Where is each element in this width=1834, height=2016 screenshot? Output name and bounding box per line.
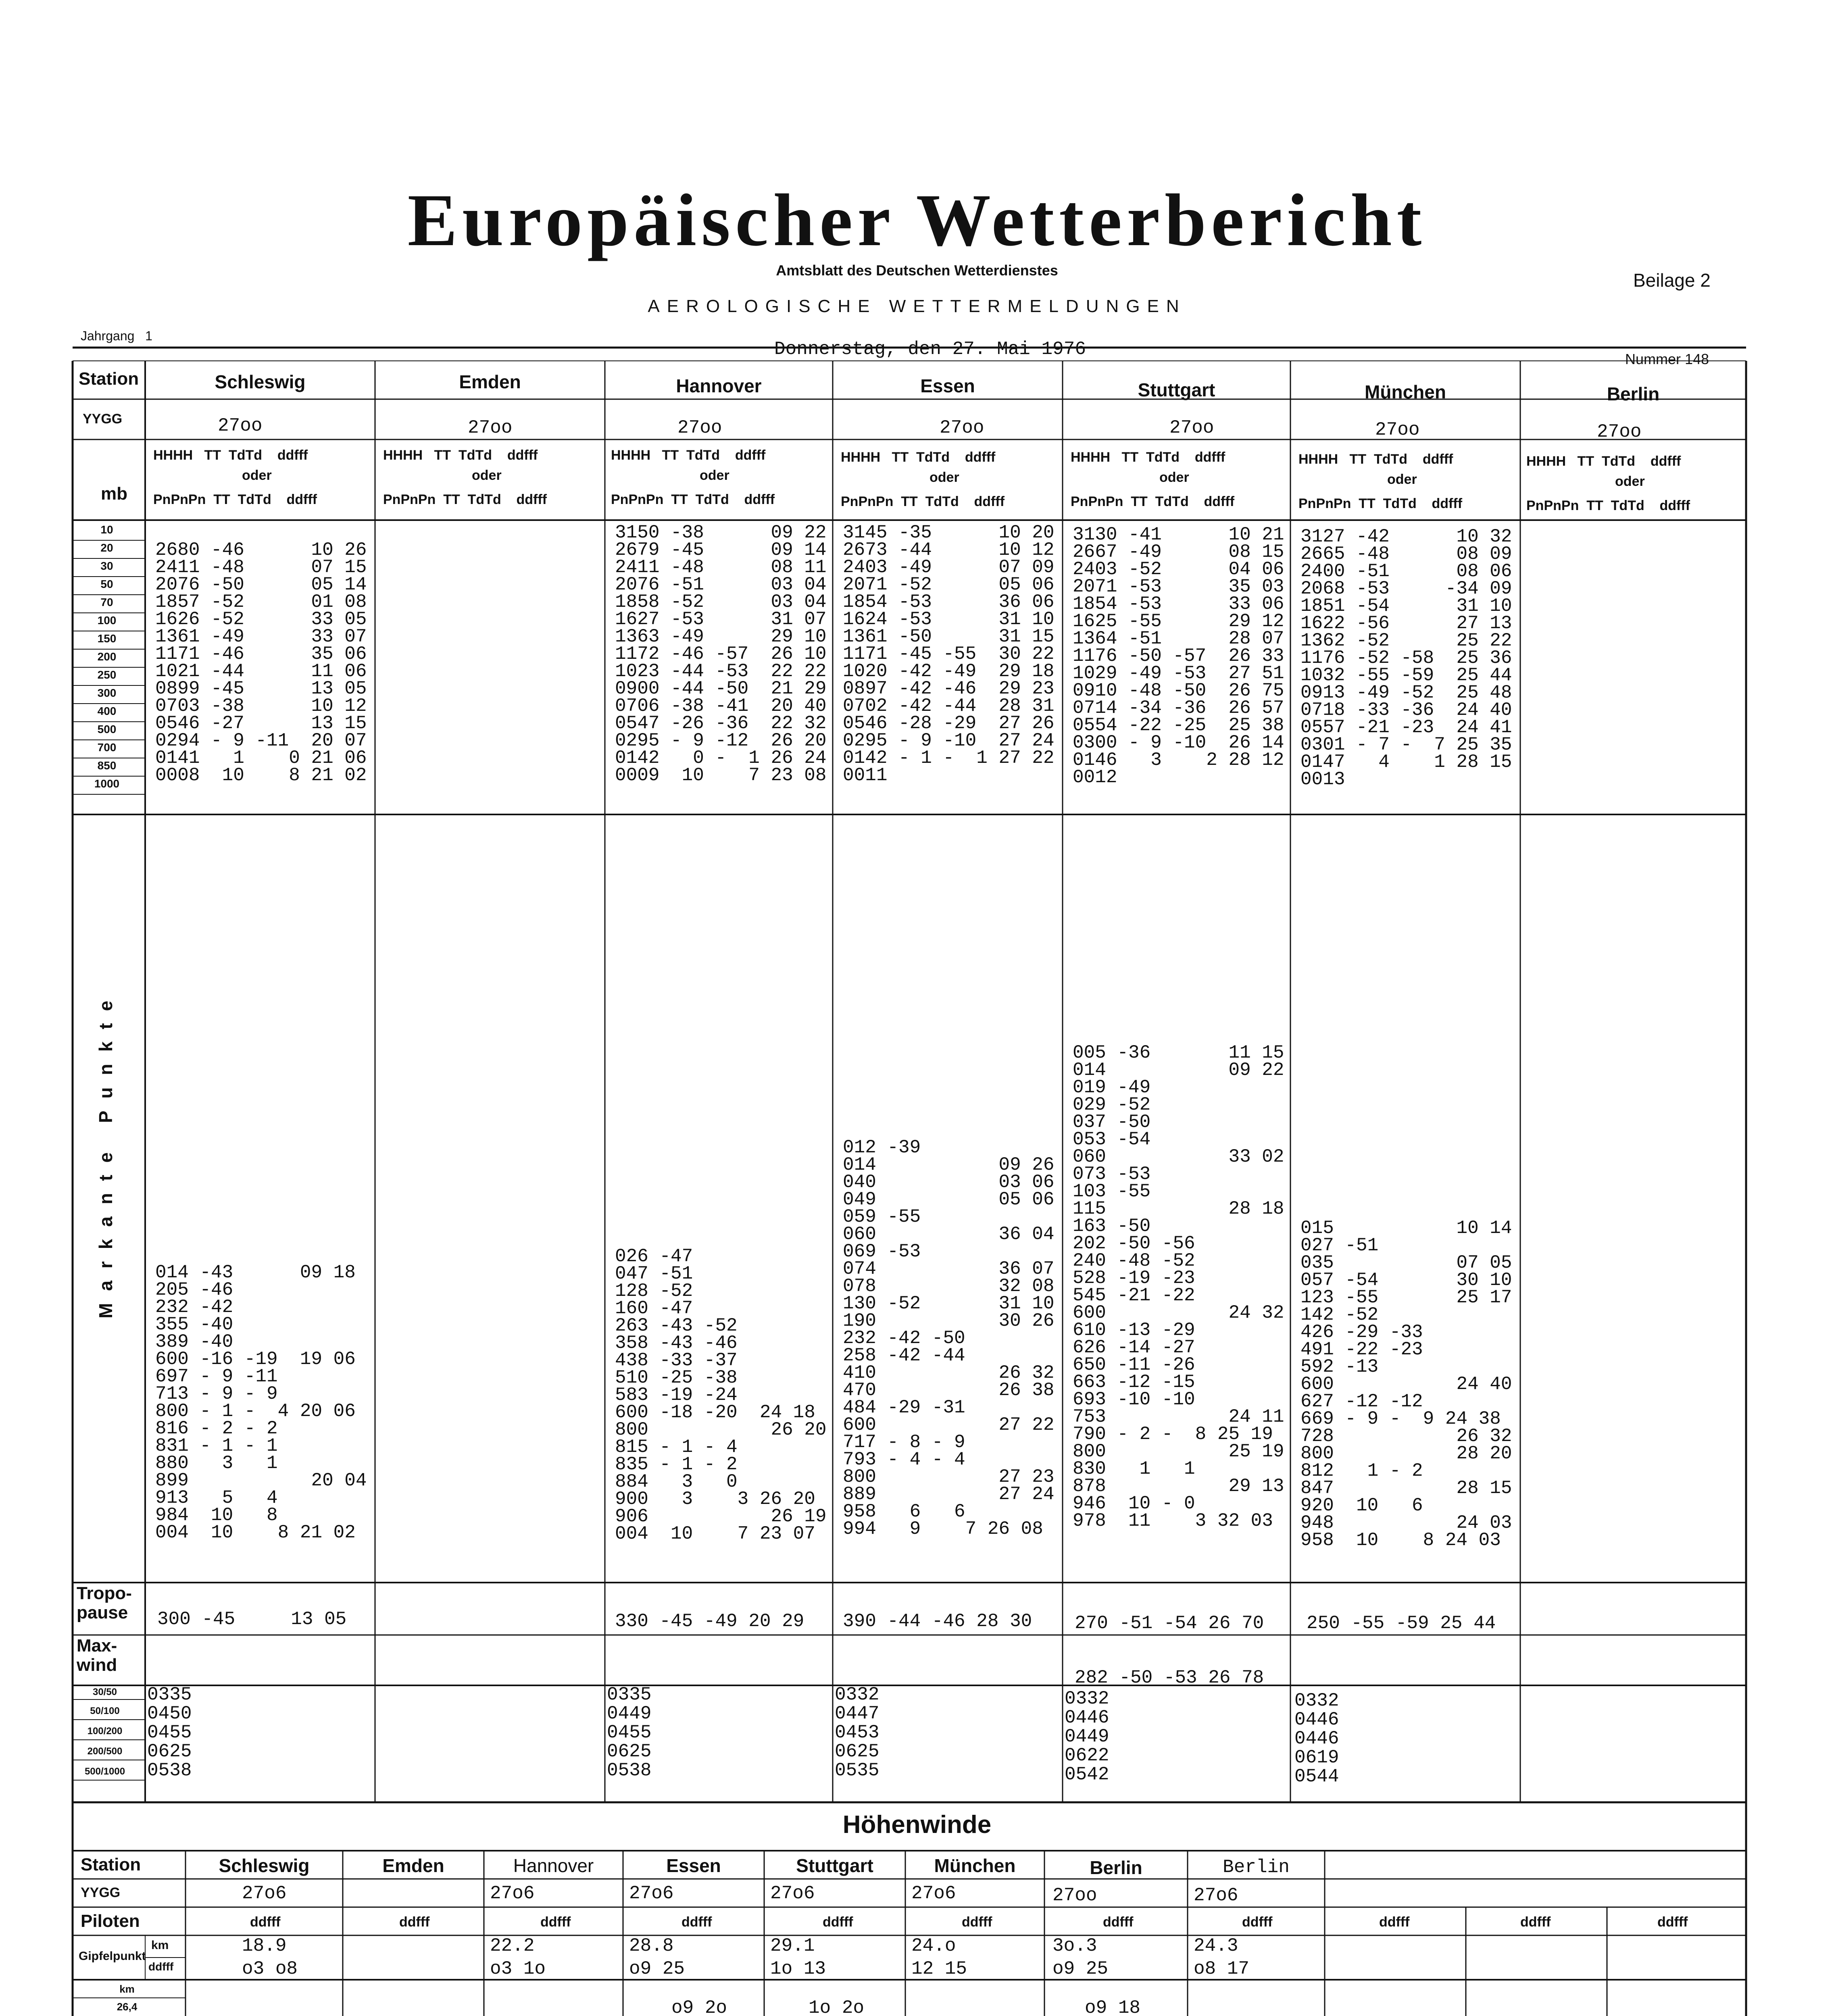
winds-hannover <box>514 1998 570 2016</box>
thickness-muenchen: 0332 0446 0446 0619 0544 <box>1294 1690 1339 1787</box>
yygg-value: 27oo <box>677 417 722 438</box>
piloten-ddfff: ddfff <box>1103 1914 1134 1930</box>
yygg-value: 27oo <box>218 415 263 436</box>
col-oder: oder <box>930 470 959 485</box>
beilage-label: Beilage 2 <box>1633 270 1711 291</box>
col-header: PnPnPn TT TdTd ddfff <box>841 494 1005 509</box>
level-label: 20 <box>100 541 113 554</box>
mb-label: mb <box>101 484 127 504</box>
col-oder: oder <box>700 468 729 483</box>
std-levels-stuttgart: 3130 -41 10 21 2667 -49 08 15 2403 -52 04 06 2071 -53 35 03 1854 -53 33 06 1625 -55 29 12 1364 -51 28 07 1176 -50 -57 26 33 1029 -49 -53 27 51 0910 -48 -50 26 75 0714 -34 -36 26 57 0554 -22 -25 25 38 0300 - 9 -10 26 14 0146 3 2 28 12 0012 <box>1073 524 1284 788</box>
level-label: 10 <box>100 523 113 536</box>
piloten-ddfff: ddfff <box>681 1914 712 1930</box>
col-header: HHHH TT TdTd ddfff <box>153 448 308 463</box>
winds-stuttgart: 1o 2o <box>809 1997 865 2016</box>
col-oder: oder <box>242 468 272 483</box>
lower-station-label: Station <box>81 1855 141 1874</box>
lower-yygg: 27o6 <box>490 1883 535 1904</box>
piloten-ddfff: ddfff <box>250 1914 281 1930</box>
km-level: 26,4 <box>117 2001 138 2013</box>
col-header: HHHH TT TdTd ddfff <box>383 448 538 463</box>
gipfel-km-label: km <box>151 1939 169 1952</box>
gipfel-ddfff-label: ddfff <box>148 1960 174 1973</box>
thickness-label: 100/200 <box>87 1726 123 1737</box>
page-subtitle: Amtsblatt des Deutschen Wetterdienstes <box>776 262 1058 279</box>
level-label: 700 <box>97 741 117 754</box>
piloten-ddfff: ddfff <box>962 1914 992 1930</box>
yygg-value: 27oo <box>1169 417 1214 438</box>
level-label: 850 <box>97 759 117 772</box>
yygg-value: 27oo <box>1375 419 1420 440</box>
piloten-ddfff: ddfff <box>1520 1914 1551 1930</box>
station-stuttgart: Stuttgart <box>1138 379 1215 400</box>
lower-station-hannover: Hannover <box>513 1855 594 1876</box>
col-oder: oder <box>1615 474 1645 489</box>
col-header: PnPnPn TT TdTd ddfff <box>153 492 317 507</box>
col-header: HHHH TT TdTd ddfff <box>841 450 996 465</box>
lower-yygg: 27oo <box>1052 1885 1097 1906</box>
km-header: km <box>119 1983 135 1995</box>
station-emden: Emden <box>459 371 521 392</box>
gipfel-ddfff: 12 15 <box>911 1958 967 1979</box>
lower-station-emden: Emden <box>382 1855 444 1876</box>
thickness-label: 200/500 <box>87 1746 123 1757</box>
markante-schleswig: 014 -43 09 18 205 -46 232 -42 355 -40 389 -40 600 -16 -19 19 06 697 - 9 -11 713 - 9 - 9 800 - 1 - 4 20 06 816 - 2 - 2 831 - 1 - 1 880 3 1 899 20 04 913 5 4 984 10 8 004 10 8 21 02 <box>155 1262 367 1543</box>
piloten-label: Piloten <box>81 1911 140 1931</box>
gipfel-ddfff: o9 25 <box>629 1958 685 1979</box>
station-muenchen: München <box>1365 381 1446 402</box>
gipfel-ddfff: o8 17 <box>1194 1958 1250 1979</box>
station-essen: Essen <box>920 375 975 396</box>
col-header: HHHH TT TdTd ddfff <box>1298 452 1453 467</box>
gipfel-ddfff: 1o 13 <box>770 1958 826 1979</box>
gipfel-km: 22.2 <box>490 1935 535 1956</box>
lower-station-berlin-2: Berlin <box>1223 1857 1290 1878</box>
winds-berlin-2 <box>1216 1998 1271 2016</box>
tropopause-schleswig: 300 -45 13 05 <box>157 1609 347 1630</box>
yygg-value: 27oo <box>940 417 984 438</box>
section-title: AEROLOGISCHE WETTERMELDUNGEN <box>648 296 1186 316</box>
gipfel-km: 29.1 <box>770 1935 815 1956</box>
date-label: Donnerstag, den 27. Mai 1976 <box>774 339 1086 360</box>
station-label: Station <box>79 369 139 389</box>
maxwind-stuttgart: 282 -50 -53 26 78 <box>1075 1667 1264 1688</box>
maxwind-label: Max- wind <box>77 1636 117 1675</box>
level-label: 250 <box>97 669 117 681</box>
level-label: 500 <box>97 723 117 735</box>
jahrgang-label: Jahrgang 1 <box>81 329 152 343</box>
yygg-value: 27oo <box>468 417 513 438</box>
gipfel-ddfff: o3 o8 <box>242 1958 298 1979</box>
thickness-schleswig: 0335 0450 0455 0625 0538 <box>147 1684 192 1781</box>
lower-yygg: 27o6 <box>242 1883 287 1904</box>
col-header: PnPnPn TT TdTd ddfff <box>1526 498 1690 513</box>
level-label: 30 <box>100 560 113 572</box>
gipfel-km: 18.9 <box>242 1935 287 1956</box>
markante-essen: 012 -39 014 09 26 040 03 06 049 05 06 059 -55 060 36 04 069 -53 074 36 07 078 32 08 130 -52 31 10 190 30 26 232 -42 -50 258 -42 -44 410 26 32 470 26 38 484 -29 -31 600 27 22 717 - 8 - 9 793 - 4 - 4 800 27 23 889 27 24 958 6 6 994 9 7 26 08 <box>843 1137 1055 1539</box>
gipfel-km: 28.8 <box>629 1935 674 1956</box>
tropopause-essen: 390 -44 -46 28 30 <box>843 1611 1032 1632</box>
gipfel-ddfff: o9 25 <box>1052 1958 1109 1979</box>
lower-yygg-label: YYGG <box>81 1885 121 1900</box>
lower-yygg: 27o6 <box>629 1883 674 1904</box>
markante-muenchen: 015 10 14 027 -51 035 07 05 057 -54 30 10 123 -55 25 17 142 -52 426 -29 -33 491 -22 -23 592 -13 600 24 40 627 -12 -12 669 - 9 - 9 24 38 728 26 32 800 28 20 812 1 - 2 847 28 15 920 10 6 948 24 03 958 10 8 24 03 <box>1300 1218 1512 1551</box>
col-header: PnPnPn TT TdTd ddfff <box>383 492 547 507</box>
winds-essen: o9 2o <box>671 1997 727 2016</box>
thickness-label: 30/50 <box>92 1687 117 1697</box>
level-label: 70 <box>100 596 113 608</box>
col-oder: oder <box>1387 472 1417 487</box>
winds-muenchen <box>942 1998 997 2016</box>
piloten-ddfff: ddfff <box>1657 1914 1688 1930</box>
level-label: 50 <box>100 578 113 590</box>
markante-punkte-label: Markante Punkte <box>95 988 116 1318</box>
gipfelpunkt-label: Gipfelpunkt <box>79 1949 146 1963</box>
std-levels-hannover: 3150 -38 09 22 2679 -45 09 14 2411 -48 08 11 2076 -51 03 04 1858 -52 03 04 1627 -53 31 07 1363 -49 29 10 1172 -46 -57 26 10 1023 -44 -53 22 22 0900 -44 -50 21 29 0706 -38 -41 20 40 0547 -26 -36 22 32 0295 - 9 -12 26 20 0142 0 - 1 26 24 0009 10 7 23 08 <box>615 522 827 786</box>
station-schleswig: Schleswig <box>215 371 306 392</box>
std-levels-schleswig: 2680 -46 10 26 2411 -48 07 15 2076 -50 05 14 1857 -52 01 08 1626 -52 33 05 1361 -49 33 07 1171 -46 35 06 1021 -44 11 06 0899 -45 13 05 0703 -38 10 12 0546 -27 13 15 0294 - 9 -11 20 07 0141 1 0 21 06 0008 10 8 21 02 <box>155 539 367 786</box>
lower-station-essen: Essen <box>666 1855 721 1876</box>
issue-number: Nummer 148 <box>1625 351 1709 367</box>
piloten-ddfff: ddfff <box>540 1914 571 1930</box>
std-levels-muenchen: 3127 -42 10 32 2665 -48 08 09 2400 -51 08 06 2068 -53 -34 09 1851 -54 31 10 1622 -56 27 13 1362 -52 25 22 1176 -52 -58 25 36 1032 -55 -59 25 44 0913 -49 -52 25 48 0718 -33 -36 24 40 0557 -21 -23 24 41 0301 - 7 - 7 25 35 0147 4 1 28 15 0013 <box>1300 526 1512 790</box>
col-header: HHHH TT TdTd ddfff <box>1071 450 1225 465</box>
lower-station-berlin: Berlin <box>1090 1857 1142 1878</box>
winds-schleswig <box>242 1998 298 2016</box>
winds-berlin: o9 18 <box>1085 1997 1141 2016</box>
tropopause-stuttgart: 270 -51 -54 26 70 <box>1075 1613 1264 1634</box>
tropopause-label: Tropo- pause <box>77 1583 132 1622</box>
level-label: 1000 <box>94 777 120 790</box>
station-berlin: Berlin <box>1607 383 1660 404</box>
col-header: HHHH TT TdTd ddfff <box>611 448 766 463</box>
gipfel-ddfff: o3 1o <box>490 1958 546 1979</box>
col-oder: oder <box>472 468 502 483</box>
level-label: 400 <box>97 705 117 717</box>
yygg-label: YYGG <box>83 411 123 427</box>
col-header: PnPnPn TT TdTd ddfff <box>1298 496 1463 511</box>
tropopause-muenchen: 250 -55 -59 25 44 <box>1307 1613 1496 1634</box>
col-oder: oder <box>1159 470 1189 485</box>
std-levels-essen: 3145 -35 10 20 2673 -44 10 12 2403 -49 07 09 2071 -52 05 06 1854 -53 36 06 1624 -53 31 10 1361 -50 31 15 1171 -45 -55 30 22 1020 -42 -49 29 18 0897 -42 -46 29 23 0702 -42 -44 28 31 0546 -28 -29 27 26 0295 - 9 -10 27 24 0142 - 1 - 1 27 22 0011 <box>843 522 1055 786</box>
level-label: 200 <box>97 650 117 663</box>
hoehenwinde-title: Höhenwinde <box>842 1811 992 1839</box>
yygg-value: 27oo <box>1597 421 1642 442</box>
thickness-hannover: 0335 0449 0455 0625 0538 <box>607 1684 652 1781</box>
piloten-ddfff: ddfff <box>399 1914 430 1930</box>
markante-stuttgart: 005 -36 11 15 014 09 22 019 -49 029 -52 037 -50 053 -54 060 33 02 073 -53 103 -55 115 28 18 163 -50 202 -50 -56 240 -48 -52 528 -19 -23 545 -21 -22 600 24 32 610 -13 -29 626 -14 -27 650 -11 -26 663 -12 -15 693 -10 -10 753 24 11 790 - 2 - 8 25 19 800 25 19 830 1 1 878 29 13 946 10 - 0 978 11 3 32 03 <box>1073 1042 1284 1531</box>
lower-yygg: 27o6 <box>770 1883 815 1904</box>
thickness-label: 500/1000 <box>84 1766 125 1777</box>
piloten-ddfff: ddfff <box>1242 1914 1273 1930</box>
lower-station-stuttgart: Stuttgart <box>796 1855 873 1876</box>
page-title: Europäischer Wetterbericht <box>407 179 1427 262</box>
gipfel-km: 3o.3 <box>1052 1935 1097 1956</box>
piloten-ddfff: ddfff <box>823 1914 853 1930</box>
gipfel-km: 24.o <box>911 1935 956 1956</box>
col-header: PnPnPn TT TdTd ddfff <box>611 492 775 507</box>
tropopause-hannover: 330 -45 -49 20 29 <box>615 1611 804 1632</box>
markante-hannover: 026 -47 047 -51 128 -52 160 -47 263 -43 -52 358 -43 -46 438 -33 -37 510 -25 -38 583 -19 -24 600 -18 -20 24 18 800 26 20 815 - 1 - 4 835 - 1 - 2 884 3 0 900 3 3 26 20 906 26 19 004 10 7 23 07 <box>615 1246 827 1544</box>
level-label: 300 <box>97 687 117 699</box>
lower-yygg: 27o6 <box>1194 1885 1238 1906</box>
lower-station-schleswig: Schleswig <box>219 1855 310 1876</box>
gipfel-km: 24.3 <box>1194 1935 1238 1956</box>
level-label: 150 <box>97 632 117 645</box>
level-label: 100 <box>97 614 117 627</box>
lower-station-muenchen: München <box>934 1855 1016 1876</box>
col-header: PnPnPn TT TdTd ddfff <box>1071 494 1235 509</box>
thickness-essen: 0332 0447 0453 0625 0535 <box>835 1684 879 1781</box>
piloten-ddfff: ddfff <box>1379 1914 1410 1930</box>
lower-yygg: 27o6 <box>911 1883 956 1904</box>
station-hannover: Hannover <box>676 375 762 396</box>
thickness-stuttgart: 0332 0446 0449 0622 0542 <box>1065 1688 1109 1785</box>
thickness-label: 50/100 <box>90 1706 120 1716</box>
col-header: HHHH TT TdTd ddfff <box>1526 454 1681 469</box>
